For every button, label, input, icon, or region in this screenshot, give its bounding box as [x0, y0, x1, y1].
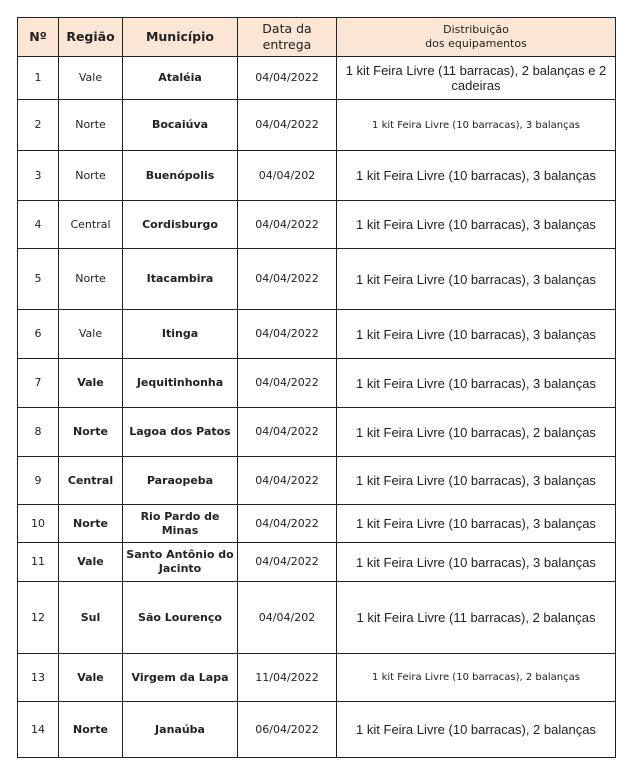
cell-num: 5 [18, 249, 59, 310]
cell-num: 2 [18, 100, 59, 151]
cell-municipio: Buenópolis [123, 151, 238, 201]
table-row [18, 582, 616, 654]
cell-municipio: Cordisburgo [123, 201, 238, 249]
header-data: Data da entrega [238, 18, 337, 57]
cell-distribuicao: 1 kit Feira Livre (10 barracas), 3 balanças [337, 249, 616, 310]
cell-distribuicao: 1 kit Feira Livre (10 barracas), 3 balanças [337, 505, 616, 543]
table-row [18, 457, 616, 505]
cell-num: 4 [18, 201, 59, 249]
cell-data: 06/04/2022 [238, 702, 337, 758]
cell-data: 04/04/202 [238, 151, 337, 201]
table-row [18, 702, 616, 758]
cell-data: 04/04/2022 [238, 201, 337, 249]
cell-distribuicao: 1 kit Feira Livre (11 barracas), 2 balanças e 2 cadeiras [337, 57, 616, 100]
cell-regiao: Norte [59, 408, 123, 457]
table-row [18, 359, 616, 408]
table-row [18, 151, 616, 201]
cell-municipio: Jequitinhonha [123, 359, 238, 408]
table-row [18, 100, 616, 151]
cell-municipio: São Lourenço [123, 582, 238, 654]
table-row [18, 249, 616, 310]
cell-distribuicao: 1 kit Feira Livre (10 barracas), 2 balanças [337, 702, 616, 758]
cell-num: 9 [18, 457, 59, 505]
table-row [18, 543, 616, 582]
cell-num: 14 [18, 702, 59, 758]
cell-data: 04/04/2022 [238, 57, 337, 100]
cell-distribuicao: 1 kit Feira Livre (10 barracas), 3 balanças [337, 151, 616, 201]
cell-regiao: Norte [59, 702, 123, 758]
cell-regiao: Vale [59, 543, 123, 582]
cell-data: 04/04/2022 [238, 249, 337, 310]
cell-regiao: Norte [59, 505, 123, 543]
equipment-distribution-table [17, 17, 616, 758]
table-row [18, 57, 616, 100]
header-distribuicao [337, 18, 616, 57]
cell-regiao: Sul [59, 582, 123, 654]
cell-municipio: Virgem da Lapa [123, 654, 238, 702]
cell-distribuicao: 1 kit Feira Livre (10 barracas), 3 balanças [337, 359, 616, 408]
cell-distribuicao: 1 kit Feira Livre (10 barracas), 3 balanças [337, 543, 616, 582]
cell-num: 6 [18, 310, 59, 359]
cell-regiao: Vale [59, 310, 123, 359]
cell-num: 1 [18, 57, 59, 100]
cell-data: 04/04/2022 [238, 408, 337, 457]
cell-data: 04/04/2022 [238, 543, 337, 582]
header-municipio: Município [123, 18, 238, 57]
cell-distribuicao: 1 kit Feira Livre (10 barracas), 3 balanças [337, 100, 616, 151]
cell-num: 8 [18, 408, 59, 457]
header-distribuicao-line2: dos equipamentos [425, 37, 527, 50]
cell-num: 7 [18, 359, 59, 408]
table-row [18, 310, 616, 359]
table-row [18, 201, 616, 249]
cell-distribuicao: 1 kit Feira Livre (11 barracas), 2 balanças [337, 582, 616, 654]
cell-municipio: Bocaiúva [123, 100, 238, 151]
table-row [18, 408, 616, 457]
cell-data: 04/04/2022 [238, 505, 337, 543]
cell-data: 04/04/202 [238, 582, 337, 654]
cell-regiao: Vale [59, 359, 123, 408]
cell-regiao: Norte [59, 151, 123, 201]
cell-distribuicao: 1 kit Feira Livre (10 barracas), 3 balanças [337, 201, 616, 249]
cell-municipio: Santo Antônio do Jacinto [123, 543, 238, 582]
cell-num: 13 [18, 654, 59, 702]
cell-num: 11 [18, 543, 59, 582]
cell-regiao: Vale [59, 654, 123, 702]
cell-num: 3 [18, 151, 59, 201]
cell-num: 12 [18, 582, 59, 654]
cell-regiao: Norte [59, 249, 123, 310]
cell-municipio: Itinga [123, 310, 238, 359]
cell-municipio: Janaúba [123, 702, 238, 758]
cell-data: 04/04/2022 [238, 310, 337, 359]
cell-data: 11/04/2022 [238, 654, 337, 702]
cell-regiao: Central [59, 457, 123, 505]
cell-municipio: Rio Pardo de Minas [123, 505, 238, 543]
cell-num: 10 [18, 505, 59, 543]
header-regiao: Região [59, 18, 123, 57]
cell-data: 04/04/2022 [238, 457, 337, 505]
header-num: Nº [18, 18, 59, 57]
cell-municipio: Ataléia [123, 57, 238, 100]
cell-municipio: Itacambira [123, 249, 238, 310]
cell-regiao: Norte [59, 100, 123, 151]
cell-distribuicao: 1 kit Feira Livre (10 barracas), 3 balanças [337, 457, 616, 505]
cell-municipio: Paraopeba [123, 457, 238, 505]
header-row [18, 18, 616, 57]
cell-data: 04/04/2022 [238, 100, 337, 151]
cell-distribuicao: 1 kit Feira Livre (10 barracas), 2 balanças [337, 408, 616, 457]
cell-regiao: Central [59, 201, 123, 249]
cell-municipio: Lagoa dos Patos [123, 408, 238, 457]
cell-distribuicao: 1 kit Feira Livre (10 barracas), 3 balanças [337, 310, 616, 359]
cell-distribuicao: 1 kit Feira Livre (10 barracas), 2 balanças [337, 654, 616, 702]
cell-regiao: Vale [59, 57, 123, 100]
table-row [18, 505, 616, 543]
cell-data: 04/04/2022 [238, 359, 337, 408]
header-distribuicao-line1: Distribuição [443, 23, 509, 36]
table-row [18, 654, 616, 702]
